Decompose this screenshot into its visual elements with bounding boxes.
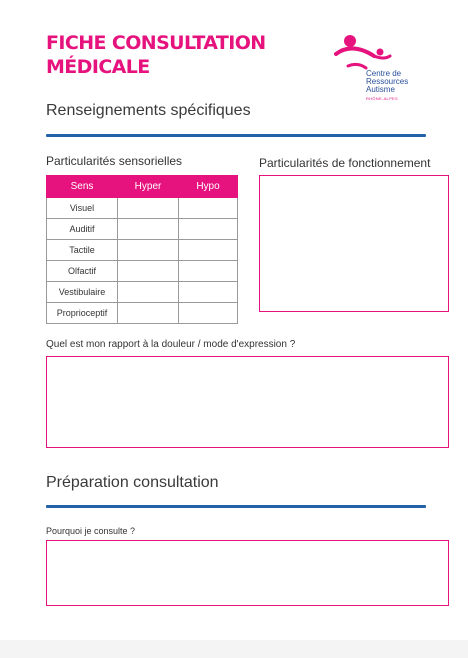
col-header-hypo: Hypo	[179, 176, 238, 198]
title-line-2: MÉDICALE	[46, 56, 150, 78]
hyper-cell[interactable]	[118, 303, 179, 324]
row-label: Tactile	[47, 240, 118, 261]
sensory-table	[46, 175, 238, 324]
hypo-cell[interactable]	[179, 261, 238, 282]
hyper-cell[interactable]	[118, 261, 179, 282]
hypo-cell[interactable]	[179, 198, 238, 219]
title-line-1: FICHE CONSULTATION	[46, 32, 266, 54]
reason-textbox[interactable]	[46, 540, 449, 606]
logo-line-1: Centre de	[366, 69, 402, 78]
functioning-textbox[interactable]	[259, 175, 449, 312]
logo-figures-icon	[334, 32, 394, 72]
table-row	[47, 282, 238, 303]
functioning-label: Particularités de fonctionnement	[259, 156, 431, 170]
pain-expression-textbox[interactable]	[46, 356, 449, 448]
document-title	[46, 31, 266, 79]
table-row	[47, 219, 238, 240]
table-row	[47, 261, 238, 282]
pain-question-label: Quel est mon rapport à la douleur / mode d'expression ?	[46, 339, 296, 350]
section-heading-preparation: Préparation consultation	[46, 474, 219, 491]
table-row	[47, 240, 238, 261]
hyper-cell[interactable]	[118, 198, 179, 219]
table-row	[47, 198, 238, 219]
hypo-cell[interactable]	[179, 219, 238, 240]
hypo-cell[interactable]	[179, 282, 238, 303]
sensory-label: Particularités sensorielles	[46, 154, 183, 168]
row-label: Vestibulaire	[47, 282, 118, 303]
reason-label: Pourquoi je consulte ?	[46, 526, 136, 536]
section-rule-2	[46, 505, 426, 508]
hypo-cell[interactable]	[179, 303, 238, 324]
page-bottom-edge	[0, 640, 468, 658]
table-header-row	[47, 176, 238, 198]
row-label: Olfactif	[47, 261, 118, 282]
hypo-cell[interactable]	[179, 240, 238, 261]
cra-logo	[334, 32, 434, 104]
section-heading-specifics: Renseignements spécifiques	[46, 102, 251, 119]
logo-line-2: Ressources	[366, 77, 409, 86]
hyper-cell[interactable]	[118, 219, 179, 240]
section-rule-1	[46, 134, 426, 137]
col-header-sens: Sens	[47, 176, 118, 198]
row-label: Visuel	[47, 198, 118, 219]
table-row	[47, 303, 238, 324]
logo-region: RHÔNE-ALPES	[366, 96, 398, 101]
col-header-hyper: Hyper	[118, 176, 179, 198]
logo-line-3: Autisme	[366, 85, 395, 94]
hyper-cell[interactable]	[118, 240, 179, 261]
hyper-cell[interactable]	[118, 282, 179, 303]
row-label: Proprioceptif	[47, 303, 118, 324]
logo-text	[366, 70, 408, 94]
row-label: Auditif	[47, 219, 118, 240]
